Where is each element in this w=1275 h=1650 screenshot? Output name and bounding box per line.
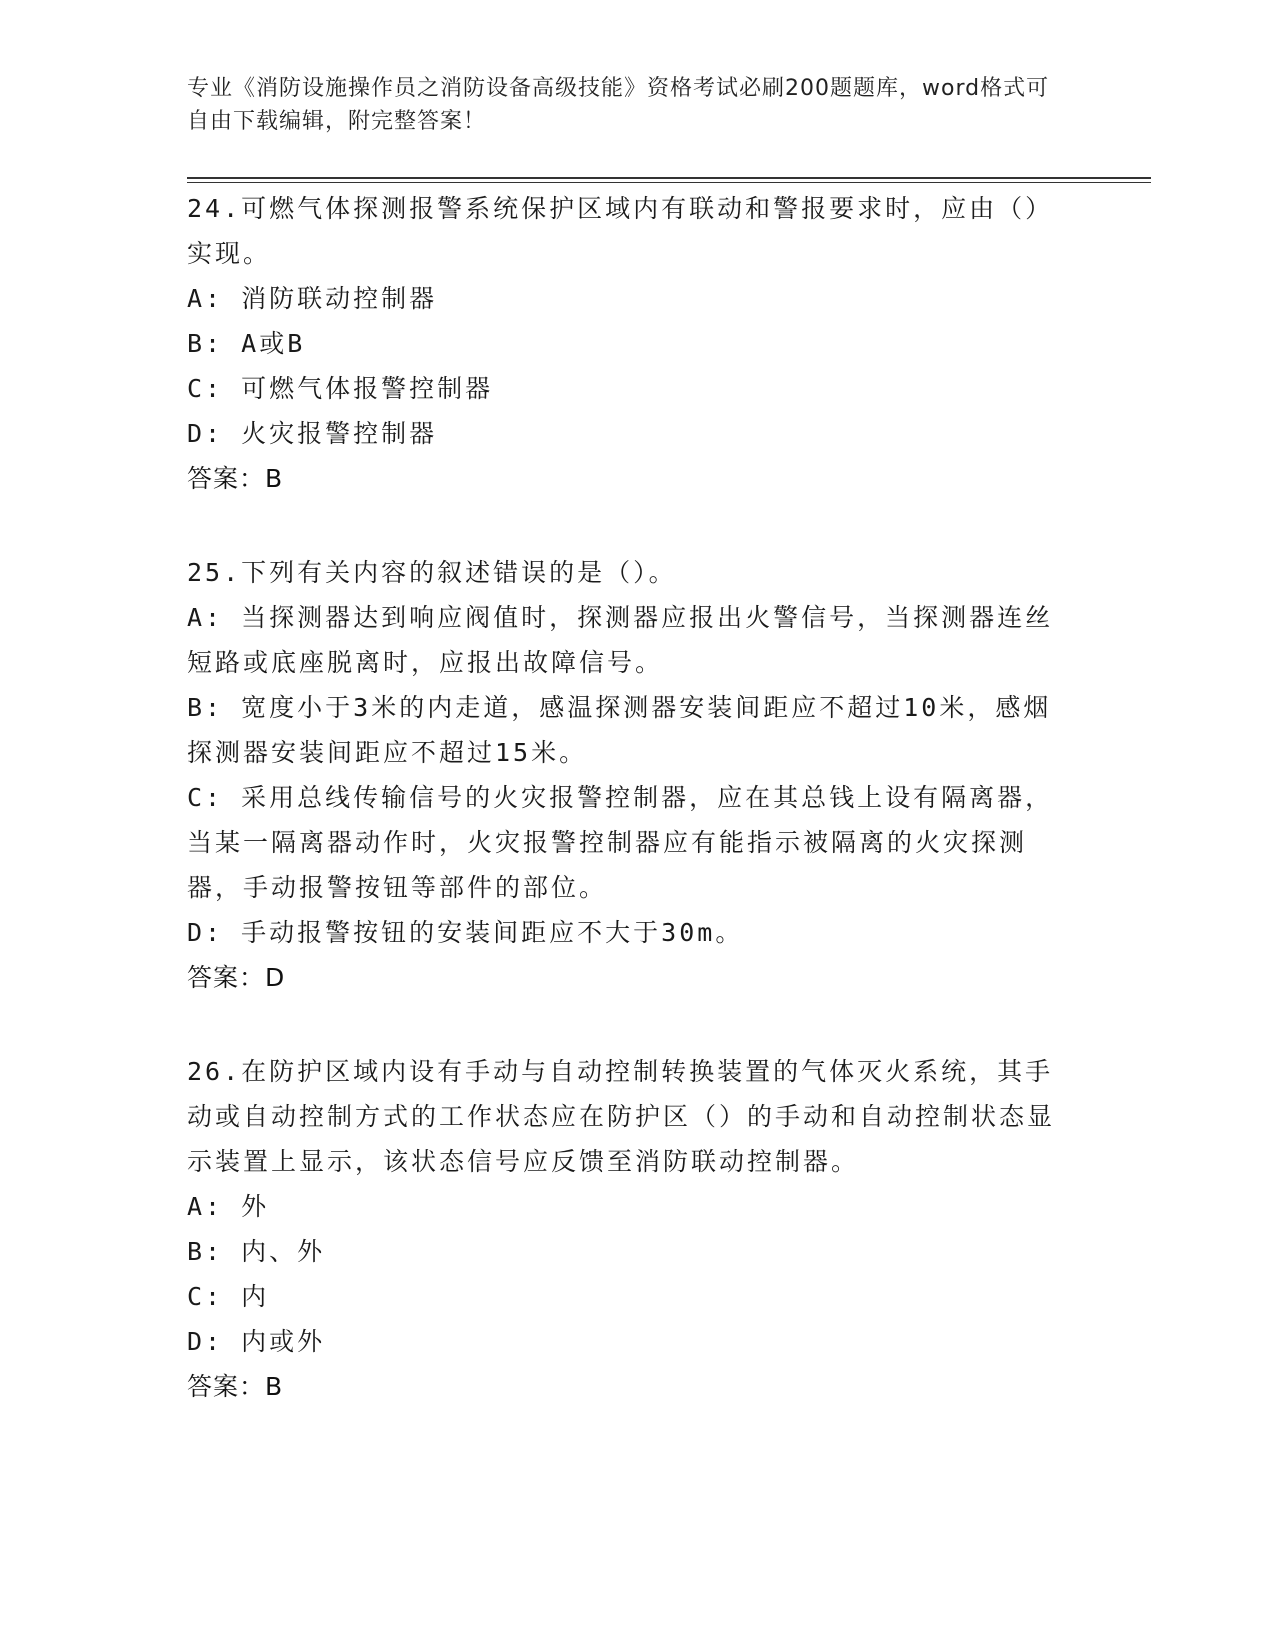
option-text: 手动报警按钮的安装间距应不大于30m。 (241, 918, 744, 947)
option-letter: D: (187, 1327, 224, 1356)
question-list (187, 186, 1067, 1409)
option-a (187, 1184, 1067, 1229)
option-letter: B: (187, 329, 224, 358)
option-letter: C: (187, 374, 224, 403)
answer-line: 答案：D (187, 963, 286, 992)
answer-line: 答案：B (187, 464, 284, 493)
option-letter: C: (187, 1282, 224, 1311)
option-letter: D: (187, 918, 224, 947)
option-letter: A: (187, 1192, 224, 1221)
header-divider-thick (187, 177, 1151, 179)
option-d (187, 1319, 1067, 1364)
option-d (187, 411, 1067, 456)
question-26 (187, 1049, 1067, 1409)
option-text: 内 (241, 1282, 270, 1311)
question-25 (187, 550, 1067, 1000)
option-letter: A: (187, 284, 224, 313)
option-letter: A: (187, 603, 224, 632)
question-stem: 24.可燃气体探测报警系统保护区域内有联动和警报要求时，应由（）实现。 (187, 194, 1054, 268)
question-stem: 26.在防护区域内设有手动与自动控制转换装置的气体灭火系统，其手动或自动控制方式的工作状态应在防护区（）的手动和自动控制状态显示装置上显示，该状态信号应反馈至消防联动控制器。 (187, 1057, 1056, 1176)
option-letter: D: (187, 419, 224, 448)
option-a (187, 276, 1067, 321)
option-d (187, 910, 1067, 955)
option-a (187, 595, 1067, 685)
option-text: 内或外 (241, 1327, 326, 1356)
question-24 (187, 186, 1067, 501)
document-header: 专业《消防设施操作员之消防设备高级技能》资格考试必刷200题题库，word格式可自由下载编辑，附完整答案！ (187, 76, 1050, 134)
option-letter: B: (187, 693, 224, 722)
option-text: 内、外 (241, 1237, 326, 1266)
option-c (187, 1274, 1067, 1319)
option-letter: C: (187, 783, 224, 812)
option-text: 外 (241, 1192, 270, 1221)
option-text: A或B (241, 329, 306, 358)
option-text: 火灾报警控制器 (241, 419, 438, 448)
option-b (187, 685, 1067, 775)
option-text: 消防联动控制器 (241, 284, 438, 313)
option-c (187, 775, 1067, 910)
header-divider-thin (187, 182, 1151, 183)
option-c (187, 366, 1067, 411)
question-stem: 25.下列有关内容的叙述错误的是（）。 (187, 558, 677, 587)
option-text: 采用总线传输信号的火灾报警控制器，应在其总钱上设有隔离器，当某一隔离器动作时，火灾报警控制器应有能指示被隔离的火灾探测器，手动报警按钮等部件的部位。 (187, 783, 1054, 902)
option-b (187, 1229, 1067, 1274)
option-b (187, 321, 1067, 366)
option-text: 宽度小于3米的内走道，感温探测器安装间距应不超过10米，感烟探测器安装间距应不超过15米。 (187, 693, 1052, 767)
option-letter: B: (187, 1237, 224, 1266)
answer-line: 答案：B (187, 1372, 284, 1401)
option-text: 可燃气体报警控制器 (241, 374, 494, 403)
option-text: 当探测器达到响应阀值时，探测器应报出火警信号，当探测器连丝短路或底座脱离时，应报出故障信号。 (187, 603, 1054, 677)
